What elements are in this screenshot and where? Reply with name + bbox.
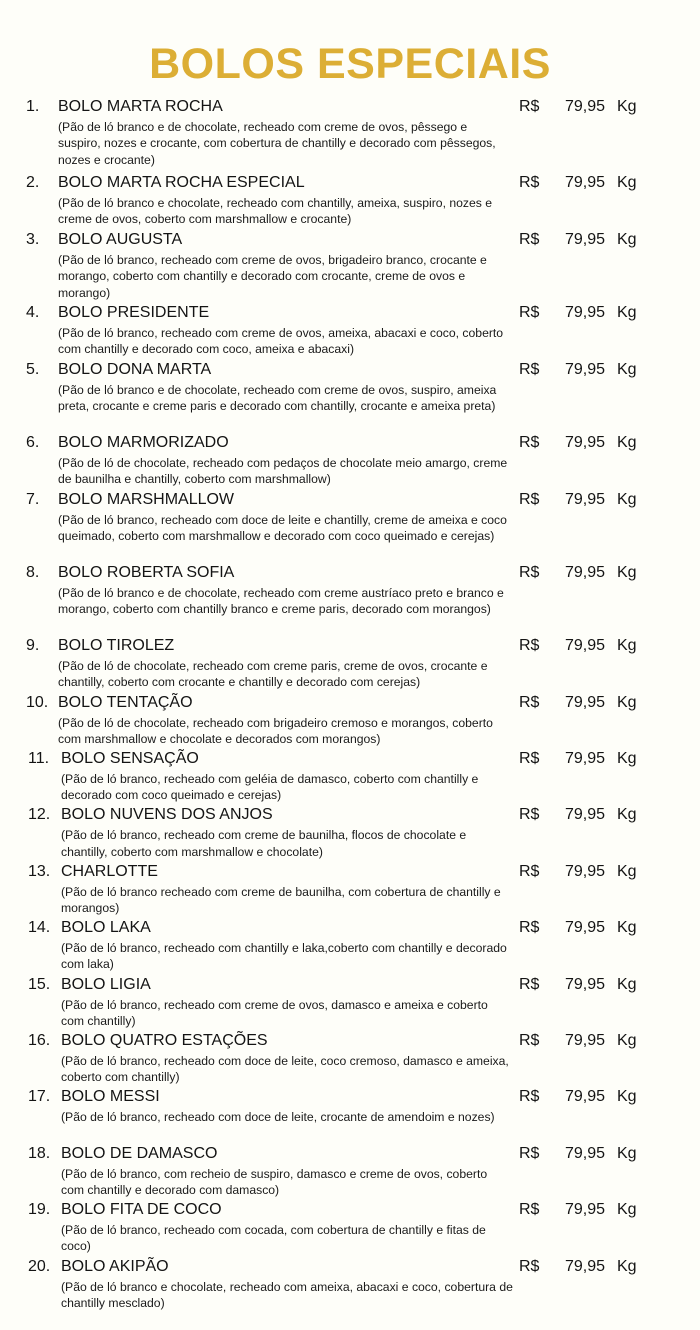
item-price: 79,95 [565,231,606,248]
list-item [0,748,700,804]
item-header [0,489,700,510]
item-unit: Kg [617,1031,637,1049]
item-price: 79,95 [565,98,606,115]
item-price: 79,95 [565,919,606,937]
list-item [0,1030,700,1086]
list-item [0,917,700,973]
item-unit: Kg [617,750,637,767]
item-name: BOLO TIROLEZ [58,637,175,654]
item-number: 19. [28,1201,51,1219]
list-item [0,1256,700,1312]
list-item [0,562,700,635]
item-description: (Pão de ló branco, recheado com doce de leite e chantilly, creme de ameixa e coco queimado, coberto com marshmallow e decorado com coco queimado e cerejas) [58,513,507,544]
item-name: BOLO MARTA ROCHA ESPECIAL [58,174,305,191]
item-name: BOLO MARTA ROCHA [58,98,223,115]
list-item [0,1086,700,1142]
item-description: (Pão de ló de chocolate, recheado com creme paris, creme de ovos, crocante e chantilly, coberto com crocante e chantilly e decorado com cerejas) [58,659,488,690]
item-currency: R$ [519,361,540,378]
item-description: (Pão de ló branco, recheado com doce de leite, coco cremoso, damasco e ameixa, coberto com chantilly) [61,1053,509,1085]
list-item [0,432,700,489]
item-number: 6. [26,434,40,451]
item-number: 18. [28,1144,51,1162]
item-currency: R$ [519,564,540,581]
item-number: 17. [28,1088,51,1106]
list-item [0,359,700,432]
item-currency: R$ [519,1201,540,1219]
item-currency: R$ [519,1088,540,1106]
list-item [0,1199,700,1255]
item-unit: Kg [617,231,637,248]
item-description: (Pão de ló branco, recheado com geléia de damasco, coberto com chantilly e decorado com coco queimado e cerejas) [61,772,479,803]
item-description: (Pão de ló branco e de chocolate, recheado com creme de ovos, pêssego e suspiro, nozes e crocante, com cobertura de chantilly e decorado com pêssegos, nozes e crocante) [58,120,496,167]
item-unit: Kg [617,98,637,115]
item-description: (Pão de ló branco e de chocolate, recheado com creme austríaco preto e branco e morango, coberto com chantilly branco e creme paris, decorado com morangos) [58,586,504,617]
item-description: (Pão de ló branco, recheado com creme de baunilha, flocos de chocolate e chantilly, coberto com marshmallow e chocolate) [61,828,467,859]
item-description: (Pão de ló branco, recheado com creme de ovos, ameixa, abacaxi e coco, coberto com chantilly e decorado com coco, ameixa e abacaxi) [58,326,504,357]
item-name: BOLO ROBERTA SOFIA [58,564,235,581]
item-unit: Kg [617,434,637,451]
item-name: BOLO QUATRO ESTAÇÕES [61,1031,268,1049]
item-unit: Kg [617,1088,637,1106]
item-number: 1. [26,98,40,115]
item-header [0,1086,700,1107]
item-header [0,562,700,583]
list-item [0,804,700,860]
item-currency: R$ [519,231,540,248]
item-unit: Kg [617,975,637,993]
item-name: BOLO FITA DE COCO [61,1201,222,1219]
item-currency: R$ [519,806,540,824]
item-number: 4. [26,304,40,321]
item-unit: Kg [617,1257,637,1275]
item-number: 15. [28,975,51,993]
item-price: 79,95 [565,862,606,880]
item-header [0,1199,700,1220]
item-unit: Kg [617,919,637,937]
item-number: 13. [28,862,51,880]
list-item [0,635,700,692]
item-header [0,917,700,938]
item-number: 9. [26,637,40,654]
item-description: (Pão de ló branco, recheado com creme de ovos, damasco e ameixa e coberto com chantilly) [61,997,488,1028]
item-currency: R$ [519,434,540,451]
item-header [0,861,700,882]
item-price: 79,95 [565,1088,606,1106]
item-price: 79,95 [565,1144,606,1162]
item-header [0,432,700,453]
item-name: BOLO MESSI [61,1088,160,1106]
item-number: 3. [26,231,40,248]
item-currency: R$ [519,694,540,711]
item-header [0,974,700,995]
list-item [0,96,700,172]
item-currency: R$ [519,491,540,508]
item-header [0,302,700,323]
item-header [0,748,700,769]
item-name: BOLO NUVENS DOS ANJOS [61,806,273,824]
item-unit: Kg [617,1144,637,1162]
list-item [0,302,700,359]
item-description: (Pão de ló branco, recheado com cocada, com cobertura de chantilly e fitas de coco) [61,1223,486,1254]
item-currency: R$ [519,975,540,993]
item-unit: Kg [617,564,637,581]
item-number: 11. [28,750,50,767]
item-name: BOLO AKIPÃO [61,1257,169,1275]
item-header [0,172,700,193]
item-price: 79,95 [565,637,606,654]
item-header [0,692,700,713]
list-item [0,1143,700,1199]
item-header [0,359,700,380]
item-name: BOLO SENSAÇÃO [61,750,199,767]
item-number: 10. [26,694,49,711]
item-number: 16. [28,1031,51,1049]
list-item [0,974,700,1030]
item-description: (Pão de ló branco, com recheio de suspiro, damasco e creme de ovos, coberto com chantilly e decorado com damasco) [61,1166,488,1198]
item-description: (Pão de ló branco, recheado com doce de leite, crocante de amendoim e nozes) [61,1110,495,1125]
item-name: BOLO DONA MARTA [58,361,212,378]
item-price: 79,95 [565,975,606,993]
item-name: BOLO TENTAÇÃO [58,694,193,711]
item-header [0,1143,700,1164]
item-name: BOLO MARMORIZADO [58,434,229,451]
list-item [0,692,700,748]
item-number: 20. [28,1257,51,1275]
item-name: BOLO AUGUSTA [58,231,183,248]
item-name: BOLO LAKA [61,919,151,937]
list-item [0,489,700,562]
item-unit: Kg [617,1201,637,1219]
item-header [0,1030,700,1051]
cake-list [0,96,700,1312]
item-name: BOLO LIGIA [61,975,151,993]
item-description: (Pão de ló branco, recheado com creme de ovos, brigadeiro branco, crocante e morango, coberto com chantilly e decorado com crocante, creme de ovos e morango) [58,253,487,300]
item-unit: Kg [617,491,637,508]
item-unit: Kg [617,361,637,378]
item-currency: R$ [519,862,540,880]
item-price: 79,95 [565,491,606,508]
item-price: 79,95 [565,361,606,378]
item-currency: R$ [519,304,540,321]
item-price: 79,95 [565,174,606,191]
item-price: 79,95 [565,694,606,711]
item-price: 79,95 [565,806,606,824]
list-item [0,172,700,229]
item-currency: R$ [519,1257,540,1275]
item-description: (Pão de ló branco e chocolate, recheado com chantilly, ameixa, suspiro, nozes e creme de ovos, coberto com marshmallow e crocante) [58,196,493,227]
item-price: 79,95 [565,1201,606,1219]
item-description: (Pão de ló de chocolate, recheado com pedaços de chocolate meio amargo, creme de baunilha e chantilly, coberto com marshmallow) [58,456,508,487]
item-currency: R$ [519,98,540,115]
item-currency: R$ [519,637,540,654]
item-number: 2. [26,174,40,191]
item-price: 79,95 [565,1031,606,1049]
item-price: 79,95 [565,434,606,451]
item-header [0,1256,700,1277]
item-unit: Kg [617,304,637,321]
item-price: 79,95 [565,1257,606,1275]
item-unit: Kg [617,694,637,711]
item-number: 14. [28,919,51,937]
item-price: 79,95 [565,304,606,321]
item-unit: Kg [617,862,637,880]
item-number: 8. [26,564,40,581]
item-price: 79,95 [565,750,606,767]
item-description: (Pão de ló branco, recheado com chantilly e laka,coberto com chantilly e decorado com laka) [61,941,507,972]
item-description: (Pão de ló branco e chocolate, recheado com ameixa, abacaxi e coco, cobertura de chantilly mesclado) [61,1279,513,1310]
item-name: BOLO PRESIDENTE [58,304,210,321]
item-description: (Pão de ló de chocolate, recheado com brigadeiro cremoso e morangos, coberto com marshmallow e chocolate e decorados com morangos) [58,716,493,747]
item-name: BOLO MARSHMALLOW [58,491,235,508]
item-header [0,96,700,117]
item-price: 79,95 [565,564,606,581]
item-currency: R$ [519,174,540,191]
item-number: 12. [28,806,51,824]
item-currency: R$ [519,750,540,767]
item-header [0,229,700,250]
item-name: BOLO DE DAMASCO [61,1144,218,1162]
item-number: 5. [26,361,40,378]
item-currency: R$ [519,919,540,937]
item-header [0,635,700,656]
list-item [0,229,700,302]
item-currency: R$ [519,1144,540,1162]
page-title: BOLOS ESPECIAIS [149,40,551,88]
item-unit: Kg [617,806,637,824]
item-description: (Pão de ló branco recheado com creme de baunilha, com cobertura de chantilly e morangos) [61,884,501,916]
list-item [0,861,700,917]
item-currency: R$ [519,1031,540,1049]
item-description: (Pão de ló branco e de chocolate, recheado com creme de ovos, suspiro, ameixa preta, crocante e creme paris e decorado com chantilly, crocante e ameixa preta) [58,383,497,414]
item-name: CHARLOTTE [61,862,158,880]
item-number: 7. [26,491,40,508]
item-header [0,804,700,825]
item-unit: Kg [617,637,637,654]
item-unit: Kg [617,174,637,191]
